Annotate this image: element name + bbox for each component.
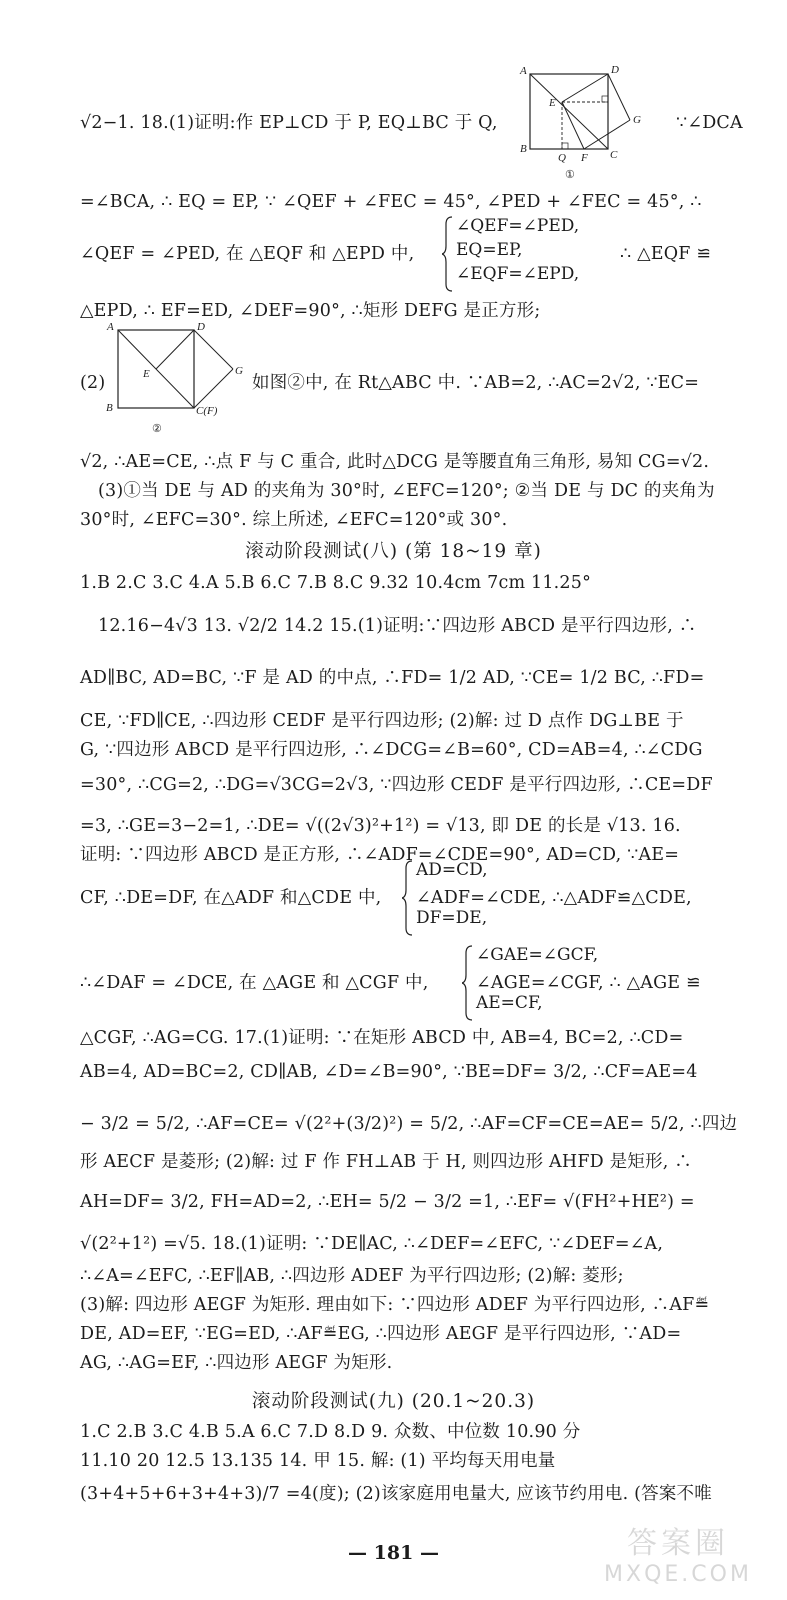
text-line: 证明: ∵四边形 ABCD 是正方形, ∴∠ADF=∠CDE=90°, AD=CD, ∵AE= — [80, 845, 680, 865]
equation-system — [456, 214, 579, 286]
system-row: AE=CF, — [476, 993, 543, 1013]
system-row: EQ=EP, — [456, 240, 523, 260]
text-line: 1.C 2.B 3.C 4.B 5.A 6.C 7.D 8.D 9. 众数、中位数 10.90 分 — [80, 1422, 581, 1442]
text-line: (2) — [80, 373, 106, 393]
text-line: (3)解: 四边形 AEGF 为矩形. 理由如下: ∵四边形 ADEF 为平行四边形, ∴AF≝ — [80, 1295, 710, 1315]
text-line: AH=DF= 3/2, FH=AD=2, ∴EH= 5/2 − 3/2 =1, ∴EF= √(FH²+HE²) = — [80, 1192, 695, 1212]
system-row: ∠EQF=∠EPD, — [456, 264, 580, 284]
text-line: ∠ADF=∠CDE, ∴△ADF≌△CDE, — [416, 888, 692, 908]
fig1-label-f: F — [581, 152, 588, 164]
text-line: ∴∠DAF = ∠DCE, 在 △AGE 和 △CGF 中, — [80, 973, 429, 993]
text-line: △EPD, ∴ EF=ED, ∠DEF=90°, ∴矩形 DEFG 是正方形; — [80, 301, 541, 321]
fig1-label-a: A — [520, 65, 527, 77]
text-line: CF, ∴DE=DF, 在△ADF 和△CDE 中, — [80, 888, 382, 908]
fig1-caption: ① — [565, 169, 575, 181]
brace-icon — [442, 216, 454, 292]
fig1-label-e: E — [549, 97, 556, 109]
watermark-top: 答案圈 — [627, 1526, 729, 1561]
fig2-label-e: E — [143, 368, 150, 380]
page-number: — 181 — — [348, 1542, 439, 1564]
watermark — [583, 1518, 773, 1590]
figure-2-diagram — [100, 318, 250, 436]
fig1-label-g: G — [633, 114, 641, 126]
text-line: △CGF, ∴AG=CG. 17.(1)证明: ∵在矩形 ABCD 中, AB=4, BC=2, ∴CD= — [80, 1028, 684, 1048]
text-line: 形 AECF 是菱形; (2)解: 过 F 作 FH⊥AB 于 H, 则四边形 AHFD 是矩形, ∴ — [80, 1152, 693, 1172]
text-line: ∴∠A=∠EFC, ∴EF∥AB, ∴四边形 ADEF 为平行四边形; (2)解: 菱形; — [80, 1266, 624, 1286]
system-row: ∠QEF=∠PED, — [456, 216, 580, 236]
text-line: 如图②中, 在 Rt△ABC 中. ∵AB=2, ∴AC=2√2, ∵EC= — [252, 373, 700, 393]
text-line: √2, ∴AE=CE, ∴点 F 与 C 重合, 此时△DCG 是等腰直角三角形, 易知 CG=√2. — [80, 452, 710, 472]
fig2-caption: ② — [152, 423, 162, 435]
text-line: (3)①当 DE 与 AD 的夹角为 30°时, ∠EFC=120°; ②当 DE 与 DC 的夹角为 — [98, 481, 715, 501]
fig1-label-d: D — [611, 64, 619, 76]
text-line: AG, ∴AG=EF, ∴四边形 AEGF 为矩形. — [80, 1353, 393, 1373]
fig1-label-c: C — [610, 149, 618, 161]
text-line: 11.10 20 12.5 13.135 14. 甲 15. 解: (1) 平均每天用电量 — [80, 1451, 556, 1471]
text-line: CE, ∵FD∥CE, ∴四边形 CEDF 是平行四边形; (2)解: 过 D 点作 DG⊥BE 于 — [80, 711, 684, 731]
fig1-label-q: Q — [558, 152, 566, 164]
watermark-bottom: MXQE.COM — [604, 1562, 752, 1587]
text-line: √2−1. 18.(1)证明:作 EP⊥CD 于 P, EQ⊥BC 于 Q, — [80, 113, 498, 133]
figure-2 — [100, 318, 250, 436]
text-line: − 3/2 = 5/2, ∴AF=CE= √(2²+(3/2)²) = 5/2, ∴AF=CF=CE=AE= 5/2, ∴四边 — [80, 1114, 738, 1134]
text-line: (3+4+5+6+3+4+3)/7 =4(度); (2)该家庭用电量大, 应该节约用电. (答案不唯 — [80, 1484, 712, 1504]
text-line: =3, ∴GE=3−2=1, ∴DE= √((2√3)²+1²) = √13, 即 DE 的长是 √13. 16. — [80, 816, 681, 836]
brace-icon — [462, 945, 474, 1021]
text-line: ∠AGE=∠CGF, ∴ △AGE ≌ — [476, 973, 701, 993]
fig2-label-g: G — [235, 365, 243, 377]
text-line: G, ∵四边形 ABCD 是平行四边形, ∴∠DCG=∠B=60°, CD=AB=4, ∴∠CDG — [80, 740, 703, 760]
text-line: ∠QEF = ∠PED, 在 △EQF 和 △EPD 中, — [80, 244, 415, 264]
text-line: ∵∠DCA — [676, 113, 743, 133]
text-line: AD∥BC, AD=BC, ∵F 是 AD 的中点, ∴FD= 1/2 AD, ∵CE= 1/2 BC, ∴FD= — [80, 668, 705, 688]
fig2-label-d: D — [197, 321, 205, 333]
section-heading: 滚动阶段测试(九) (20.1~20.3) — [251, 1391, 536, 1412]
text-line: 12.16−4√3 13. √2/2 14.2 15.(1)证明:∵四边形 ABCD 是平行四边形, ∴ — [98, 616, 697, 636]
text-line: √(2²+1²) =√5. 18.(1)证明: ∵DE∥AC, ∴∠DEF=∠EFC, ∵∠DEF=∠A, — [80, 1234, 664, 1254]
text-line: 30°时, ∠EFC=30°. 综上所述, ∠EFC=120°或 30°. — [80, 510, 508, 530]
brace-icon — [402, 860, 414, 936]
section-heading: 滚动阶段测试(八) (第 18~19 章) — [245, 541, 542, 562]
text-line: DE, AD=EF, ∵EG=ED, ∴AF≝EG, ∴四边形 AEGF 是平行四边形, ∵AD= — [80, 1324, 682, 1344]
system-row: AD=CD, — [416, 860, 488, 880]
fig2-label-a: A — [107, 321, 114, 333]
text-line: 1.B 2.C 3.C 4.A 5.B 6.C 7.B 8.C 9.32 10.4cm 7cm 11.25° — [80, 573, 592, 593]
system-row: DF=DE, — [416, 908, 488, 928]
fig1-label-b: B — [520, 143, 527, 155]
text-line: =∠BCA, ∴ EQ = EP, ∵ ∠QEF + ∠FEC = 45°, ∠PED + ∠FEC = 45°, ∴ — [80, 192, 702, 212]
system-row: ∠GAE=∠GCF, — [476, 945, 599, 965]
fig2-label-b: B — [106, 402, 113, 414]
text-line: ∴ △EQF ≌ — [620, 244, 712, 264]
text-line: AB=4, AD=BC=2, CD∥AB, ∠D=∠B=90°, ∵BE=DF= 3/2, ∴CF=AE=4 — [80, 1062, 698, 1082]
text-line: =30°, ∴CG=2, ∴DG=√3CG=2√3, ∵四边形 CEDF 是平行四边形, ∴CE=DF — [80, 775, 713, 795]
fig2-label-cf: C(F) — [196, 405, 218, 417]
